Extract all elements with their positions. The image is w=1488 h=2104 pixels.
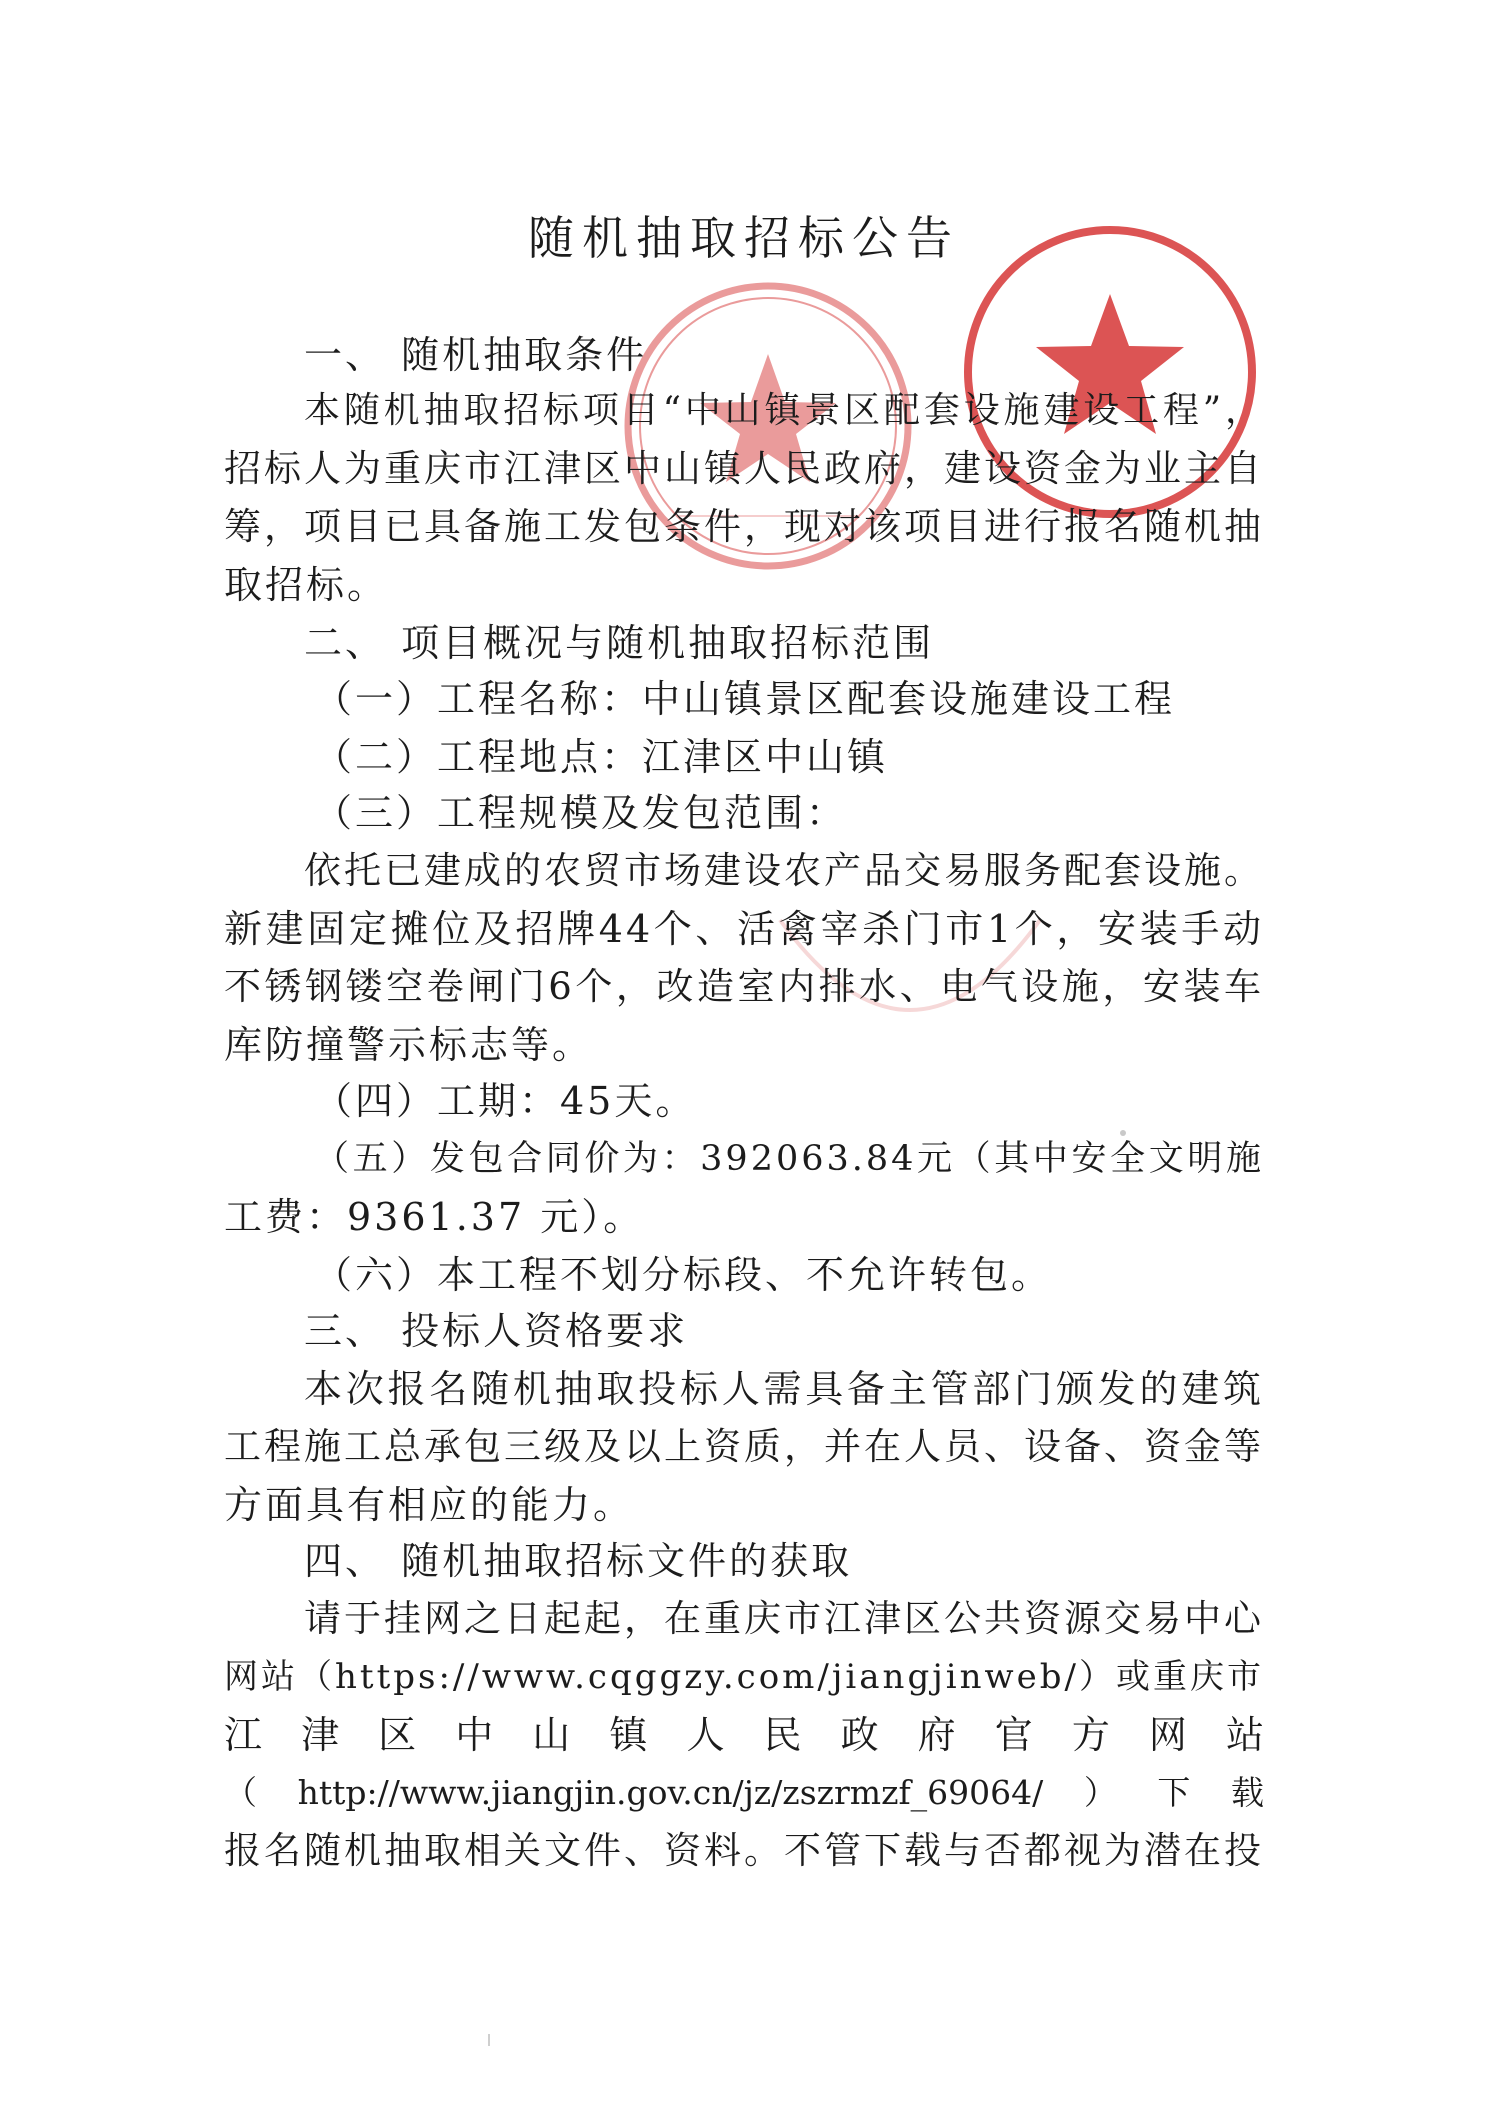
paragraph-line-url: 网站（https://www.cqggzy.com/jiangjinweb/）或重庆市 bbox=[224, 1657, 1264, 1697]
no-subcontract-line: （六）本工程不划分标段、不允许转包。 bbox=[314, 1253, 1053, 1297]
paragraph-line: 报名随机抽取相关文件、资料。不管下载与否都视为潜在投 bbox=[224, 1829, 1264, 1872]
scan-speck bbox=[488, 2034, 490, 2046]
document-title: 随机抽取招标公告 bbox=[528, 211, 960, 265]
paragraph-line: 工费：9361.37 元）。 bbox=[224, 1195, 645, 1239]
paragraph-line: 本次报名随机抽取投标人需具备主管部门颁发的建筑 bbox=[304, 1367, 1264, 1411]
duration-line: （四）工期：45天。 bbox=[314, 1079, 697, 1123]
project-scope-line: （三）工程规模及发包范围： bbox=[314, 791, 848, 835]
contract-price-line: （五）发包合同价为：392063.84元（其中安全文明施 bbox=[314, 1139, 1264, 1179]
section-heading-2: 二、 项目概况与随机抽取招标范围 bbox=[304, 621, 935, 665]
paragraph-line: 取招标。 bbox=[224, 563, 389, 607]
section-heading-3: 三、 投标人资格要求 bbox=[304, 1309, 689, 1353]
paragraph-line-url: （http://www.jiangjin.gov.cn/jz/zszrmzf_69064/）下载 bbox=[224, 1773, 1264, 1812]
paragraph-line: 依托已建成的农贸市场建设农产品交易服务配套设施。 bbox=[304, 849, 1264, 892]
paragraph-line: 工程施工总承包三级及以上资质，并在人员、设备、资金等 bbox=[224, 1425, 1264, 1468]
paragraph-line: 筹，项目已具备施工发包条件，现对该项目进行报名随机抽 bbox=[224, 505, 1264, 548]
paragraph-line: 方面具有相应的能力。 bbox=[224, 1483, 635, 1527]
project-location-line: （二）工程地点：江津区中山镇 bbox=[314, 735, 889, 779]
paragraph-line: 招标人为重庆市江津区中山镇人民政府，建设资金为业主自 bbox=[224, 447, 1264, 490]
paragraph-line: 新建固定摊位及招牌44个、活禽宰杀门市1个，安装手动 bbox=[224, 907, 1264, 951]
section-heading-1: 一、 随机抽取条件 bbox=[304, 333, 648, 377]
project-name-line: （一）工程名称：中山镇景区配套设施建设工程 bbox=[314, 677, 1176, 721]
paragraph-line: 不锈钢镂空卷闸门6个，改造室内排水、电气设施，安装车 bbox=[224, 965, 1264, 1008]
section-heading-4: 四、 随机抽取招标文件的获取 bbox=[304, 1539, 853, 1583]
paragraph-line: 库防撞警示标志等。 bbox=[224, 1023, 594, 1067]
paragraph-line: 江津区中山镇人民政府官方网站 bbox=[224, 1713, 1264, 1757]
paragraph-line: 本随机抽取招标项目“中山镇景区配套设施建设工程”， bbox=[304, 390, 1264, 431]
paragraph-line: 请于挂网之日起起，在重庆市江津区公共资源交易中心 bbox=[304, 1597, 1264, 1640]
